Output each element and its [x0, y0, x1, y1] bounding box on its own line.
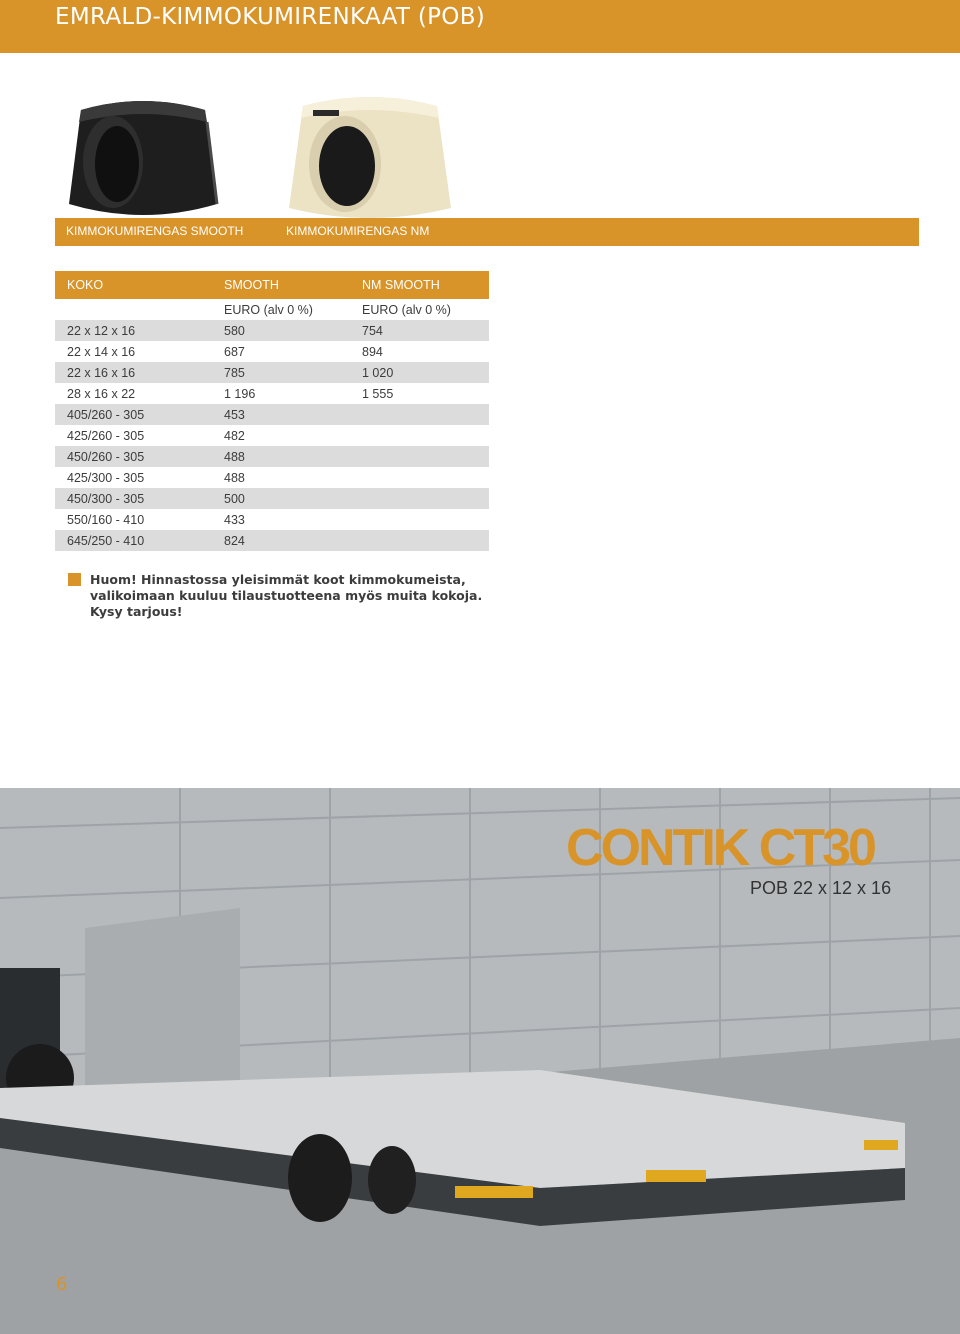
cell-smooth: 453	[212, 404, 350, 425]
cell-koko: 645/250 - 410	[55, 530, 212, 551]
cell-nm-smooth	[350, 446, 489, 467]
cell-koko: 22 x 16 x 16	[55, 362, 212, 383]
table-row	[55, 404, 489, 425]
cell-koko: 22 x 14 x 16	[67, 344, 136, 359]
table-row	[55, 530, 489, 551]
cell-koko: 425/260 - 305	[67, 428, 145, 443]
table-row	[55, 509, 489, 530]
smooth-tire-image	[67, 92, 219, 222]
cell-nm-smooth: 894	[362, 344, 383, 359]
product-title: CONTIK CT30	[566, 819, 874, 877]
header-koko: KOKO	[55, 271, 212, 299]
cell-smooth: 500	[212, 488, 350, 509]
cell-nm-smooth	[350, 509, 489, 530]
cell-nm-smooth	[350, 467, 489, 488]
table-row	[55, 467, 489, 488]
currency-smooth: EURO (alv 0 %)	[224, 302, 313, 317]
table-row	[55, 383, 489, 404]
table-header-row	[55, 271, 489, 299]
header-smooth: SMOOTH	[212, 271, 350, 299]
cell-smooth: 785	[212, 362, 350, 383]
cell-smooth: 482	[224, 428, 245, 443]
cell-nm-smooth	[350, 425, 489, 446]
label-nm: KIMMOKUMIRENGAS NM	[286, 224, 430, 238]
price-table	[55, 271, 489, 551]
table-row	[55, 362, 489, 383]
cell-koko: 22 x 12 x 16	[55, 320, 212, 341]
cell-smooth: 488	[224, 470, 245, 485]
product-label-band	[55, 218, 919, 246]
cell-koko: 450/260 - 305	[55, 446, 212, 467]
nm-tire-image	[285, 90, 455, 222]
page-number: 6	[56, 1274, 68, 1295]
cell-koko: 425/300 - 305	[67, 470, 145, 485]
label-smooth: KIMMOKUMIRENGAS SMOOTH	[66, 224, 244, 238]
table-row	[55, 341, 489, 362]
cell-nm-smooth: 1 555	[362, 386, 394, 401]
cell-nm-smooth	[350, 404, 489, 425]
cell-smooth: 687	[224, 344, 245, 359]
tire-photos	[55, 60, 475, 220]
currency-row	[55, 299, 489, 320]
currency-nm: EURO (alv 0 %)	[362, 302, 451, 317]
note-marker-icon	[68, 573, 81, 586]
table-row	[55, 320, 489, 341]
cell-smooth: 433	[224, 512, 245, 527]
page-title: EMRALD-KIMMOKUMIRENKAAT (POB)	[55, 4, 486, 30]
table-row	[55, 488, 489, 509]
cell-nm-smooth	[350, 530, 489, 551]
cell-nm-smooth	[350, 488, 489, 509]
product-subtitle: POB 22 x 12 x 16	[750, 878, 892, 898]
cell-koko: 28 x 16 x 22	[67, 386, 136, 401]
cell-koko: 405/260 - 305	[55, 404, 212, 425]
cell-smooth: 488	[212, 446, 350, 467]
cell-smooth: 580	[212, 320, 350, 341]
cell-koko: 450/300 - 305	[55, 488, 212, 509]
cell-nm-smooth: 1 020	[350, 362, 489, 383]
table-row	[55, 425, 489, 446]
table-row	[55, 446, 489, 467]
note-text: Huom! Hinnastossa yleisimmät koot kimmokumeista, valikoimaan kuuluu tilaustuotteena myös muita kokoja. Kysy tarjous!	[90, 572, 483, 619]
note	[68, 572, 508, 620]
cell-smooth: 824	[212, 530, 350, 551]
header-nm-smooth: NM SMOOTH	[350, 271, 489, 299]
cell-smooth: 1 196	[224, 386, 256, 401]
cell-koko: 550/160 - 410	[67, 512, 145, 527]
cell-nm-smooth: 754	[350, 320, 489, 341]
